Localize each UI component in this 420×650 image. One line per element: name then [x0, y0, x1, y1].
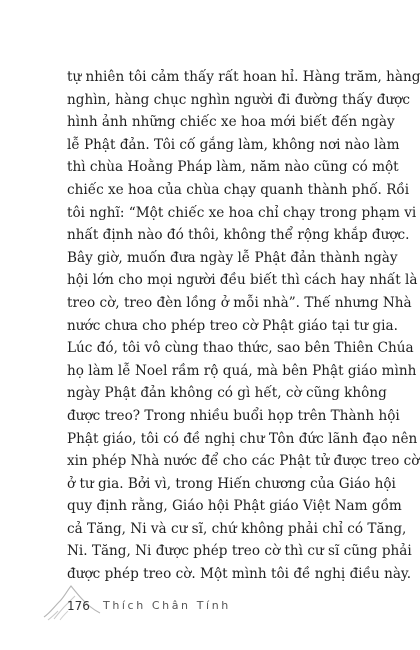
text-line: họ làm lễ Noel rầm rộ quá, mà bên Phật giáo mình [67, 362, 417, 379]
text-line: cả Tăng, Ni và cư sĩ, chứ không phải chỉ có Tăng, [67, 520, 407, 537]
text-line: tự nhiên tôi cảm thấy rất hoan hỉ. Hàng trăm, hàng [67, 69, 420, 85]
text-line: hội lớn cho mọi người đều biết thì cách hay nhất là [67, 272, 418, 289]
text-line: xin phép Nhà nước để cho các Phật tử được treo cờ [67, 453, 420, 470]
body-text [67, 66, 420, 586]
text-line: treo cờ, treo đèn lồng ở mỗi nhà”. Thế nhưng Nhà [67, 294, 412, 311]
text-line: nước chưa cho phép treo cờ Phật giáo tại tư gia. [67, 317, 398, 334]
text-line: nhất định nào đó thôi, không thể rộng khắp được. [67, 227, 410, 244]
text-line: Phật giáo, tôi có đề nghị chư Tôn đức lãnh đạo nên [67, 430, 418, 447]
text-line: Lúc đó, tôi vô cùng thao thức, sao bên Thiên Chúa [67, 340, 414, 357]
text-line: được phép treo cờ. Một mình tôi đề nghị điều này. [67, 566, 412, 583]
page-number: 176 [67, 599, 90, 613]
text-line: nghìn, hàng chục nghìn người đi đường thấy được [67, 91, 410, 108]
text-line: ở tư gia. Bởi vì, trong Hiến chương của Giáo hội [67, 475, 396, 492]
text-line: ngày Phật đản không có gì hết, cờ cũng không [67, 385, 387, 402]
text-line: thì chùa Hoằng Pháp làm, năm nào cũng có một [67, 159, 399, 176]
text-line: Bây giờ, muốn đưa ngày lễ Phật đản thành ngày [67, 249, 398, 266]
page-footer [0, 583, 420, 623]
author-name: Thích Chân Tính [103, 599, 231, 612]
text-line: chiếc xe hoa của chùa chạy quanh thành phố. Rồi [67, 181, 410, 198]
text-line: Ni. Tăng, Ni được phép treo cờ thì cư sĩ cũng phải [67, 543, 412, 560]
text-line: tôi nghĩ: “Một chiếc xe hoa chỉ chạy trong phạm vi [67, 204, 417, 221]
text-line: quy định rằng, Giáo hội Phật giáo Việt Nam gồm [67, 498, 402, 515]
text-line: lễ Phật đản. Tôi cố gắng làm, không nơi nào làm [67, 136, 400, 153]
text-line: hình ảnh những chiếc xe hoa mới biết đến ngày [67, 114, 395, 131]
text-line: được treo? Trong nhiều buổi họp trên Thành hội [67, 407, 400, 424]
